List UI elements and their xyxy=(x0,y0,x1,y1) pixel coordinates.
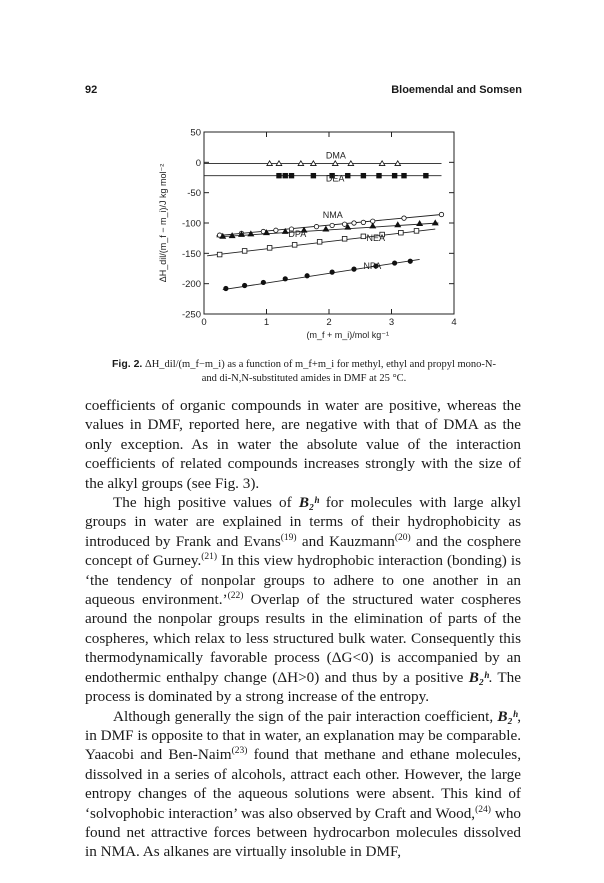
point-nea xyxy=(292,243,297,248)
chart-ticks xyxy=(182,128,457,329)
point-dpa xyxy=(432,220,438,225)
paragraph-2: The high positive values of B₂ʰ for molecules with large alkyl groups in water are explained in terms of their hydrophobicity as introduced by Frank and Evans$^{(19)}$ and Kauzmann$^{(20)}$ and the cosphere concept of Gurney.$^{(21)}$ In this view hydrophobic interaction (bonding) is ‘the tendency of nonpolar groups to adhere to one another in an aqueous environment.’$^{(22)}$ Overlap of the structured water cospheres around the nonpolar groups results in the elimination of parts of the cospheres, which relax to less structured bulk water. Consequently this thermodynamically favorable process (ΔG<0) is accompanied by an endothermic enthalpy change (ΔH>0) and thus by a positive B₂ʰ. The process is dominated by a strong increase of the entropy. xyxy=(85,494,522,706)
point-nma xyxy=(314,224,318,228)
point-npa xyxy=(224,286,228,290)
citation-23: (23) xyxy=(231,746,248,757)
fit-lines xyxy=(204,164,442,290)
point-dea xyxy=(392,173,397,178)
body-text xyxy=(85,396,521,862)
point-npa xyxy=(261,280,265,284)
point-nea xyxy=(217,252,222,257)
paragraph-3: Although generally the sign of the pair interaction coefficient, B₂ʰ, in DMF is opposite to that in water, an explanation may be comparable. Yaacobi and Ben-Naim$^{(23)}$ found that methane and ethane molecules, dissolved in a series of alcohols, attract each other. However, the large entropy changes of the aqueous solutions were absent. This kind of ‘solvophobic interaction’ was also observed by Craft and Wood,$^{(24)}$ who found net attractive forces between hydrocarbon molecules dissolved in NMA. As alkanes are virtually insoluble in DMF, xyxy=(85,707,522,861)
citation-19: (19) xyxy=(280,532,297,543)
paragraph-1: coefficients of organic compounds in water are positive, whereas the values in DMF, reported here, are negative with that of DMA as the only exception. As in water the absolute value of the interaction coefficients of related compounds increases strongly with the size of the alkyl groups (see Fig. 3). xyxy=(85,397,521,492)
point-dea xyxy=(361,173,366,178)
b2h-symbol: B₂ʰ xyxy=(298,494,319,512)
point-npa xyxy=(283,277,287,281)
point-nea xyxy=(414,229,419,234)
point-npa xyxy=(330,270,334,274)
figure-2-chart xyxy=(140,118,470,350)
point-dea xyxy=(377,173,382,178)
y-tick-label: 50 xyxy=(190,127,201,139)
x-tick-label: 1 xyxy=(263,317,270,328)
point-nma xyxy=(342,222,346,226)
y-tick-label: -50 xyxy=(187,188,201,200)
citation-22: (22) xyxy=(227,591,244,601)
point-dea xyxy=(283,173,288,178)
point-npa xyxy=(242,283,246,287)
point-nea xyxy=(317,240,322,245)
y-tick-label: 0 xyxy=(195,157,201,169)
series-label-dpa: DPA xyxy=(288,228,307,239)
x-tick-label: 3 xyxy=(388,317,395,328)
point-nma xyxy=(402,216,406,220)
point-dea xyxy=(345,173,350,178)
caption-label: Fig. 2. xyxy=(112,358,143,370)
point-nma xyxy=(274,228,278,232)
y-axis-title: ΔH_dil/(m_f − m_i)/J kg mol⁻² xyxy=(158,163,168,283)
point-npa xyxy=(392,261,396,265)
point-dea xyxy=(402,173,407,178)
point-dpa xyxy=(417,221,423,226)
y-tick-label: -250 xyxy=(181,309,201,321)
page-number: 92 xyxy=(85,84,98,96)
point-nea xyxy=(242,249,247,254)
point-dpa xyxy=(248,231,254,236)
point-nea xyxy=(342,236,347,241)
point-nma xyxy=(352,221,356,225)
point-npa xyxy=(352,267,356,271)
point-nma xyxy=(439,212,443,216)
point-dpa xyxy=(323,226,329,231)
figure-caption xyxy=(112,357,496,386)
point-nea xyxy=(361,234,366,239)
citation-21: (21) xyxy=(201,552,218,563)
x-tick-label: 2 xyxy=(326,317,332,328)
series-label-npa: NPA xyxy=(363,261,382,272)
citation-20: (20) xyxy=(394,532,411,543)
running-header-authors: Bloemendal and Somsen xyxy=(391,84,522,96)
series-label-dma: DMA xyxy=(325,150,346,161)
series-label-nma: NMA xyxy=(322,210,343,221)
point-npa xyxy=(305,274,309,278)
point-nea xyxy=(267,246,272,251)
series-label-nea: NEA xyxy=(366,233,386,244)
point-dea xyxy=(311,173,316,178)
point-dea xyxy=(289,173,294,178)
y-tick-label: -200 xyxy=(181,279,201,291)
point-dea xyxy=(424,173,429,178)
x-axis-title: (m_f + m_i)/mol kg⁻¹ xyxy=(306,330,390,340)
point-dpa xyxy=(370,223,376,228)
point-dpa xyxy=(395,222,401,227)
x-tick-label: 0 xyxy=(201,317,207,328)
point-npa xyxy=(408,259,412,263)
y-tick-label: -100 xyxy=(181,218,201,230)
citation-24: (24) xyxy=(475,804,491,815)
point-nma xyxy=(361,220,365,224)
point-dea xyxy=(277,173,282,178)
b2h-symbol: B₂ʰ xyxy=(497,707,518,725)
caption-text: ΔH_dil/(m_f−m_i) as a function of m_f+m_i for methyl, ethyl and propyl mono-N- and di-N,N-substituted amides in DMF at 25 °C. xyxy=(144,359,497,384)
b2h-symbol: B₂ʰ xyxy=(468,668,489,686)
y-tick-label: -150 xyxy=(181,248,201,260)
point-nma xyxy=(330,223,334,227)
x-tick-label: 4 xyxy=(451,317,457,328)
point-nea xyxy=(399,230,404,235)
series-labels xyxy=(288,151,385,271)
series-label-dea: DEA xyxy=(325,173,345,184)
fit-line-npa xyxy=(223,259,420,289)
